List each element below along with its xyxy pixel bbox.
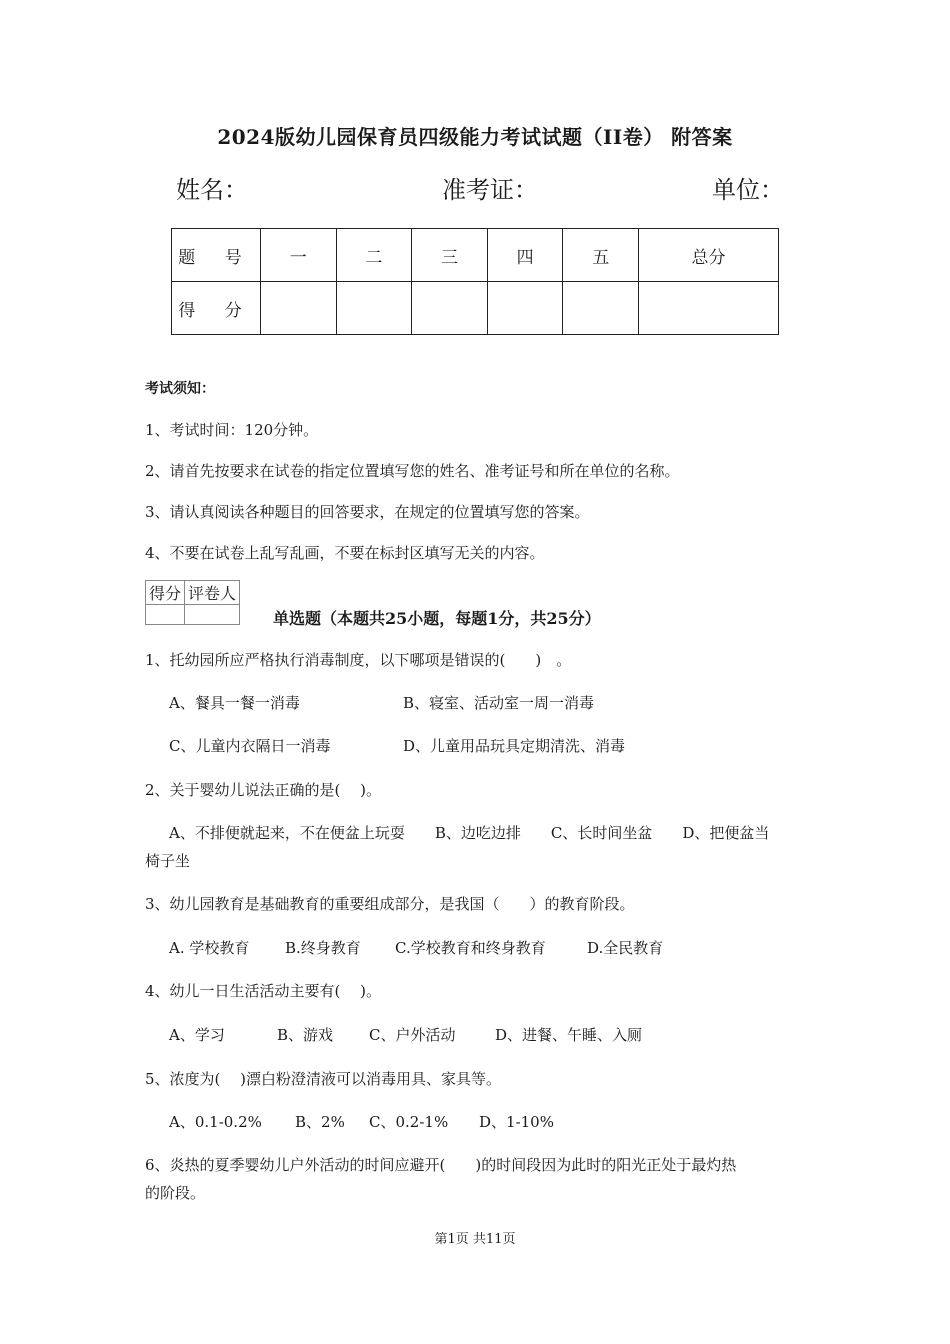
question-stem: 4、幼儿一日生活活动主要有( )。 [145,982,382,1000]
question-stem: 5、浓度为( )漂白粉澄清液可以消毒用具、家具等。 [145,1070,502,1088]
score-table [171,228,779,335]
grader-box [145,580,240,625]
question-option: B.终身教育 [285,939,361,957]
question-option: B、游戏 [277,1026,334,1044]
score-row-label: 得 分 [172,282,261,335]
question-option: D、进餐、午睡、入厕 [495,1026,643,1044]
score-table-header-row [172,229,779,282]
question-option: A. 学校教育 [169,939,250,957]
question-option: A、学习 [169,1026,225,1044]
question-option: D、儿童用品玩具定期清洗、消毒 [403,737,626,755]
question-stem-continued: 的阶段。 [145,1184,206,1202]
question-options-line: 椅子坐 [145,852,191,870]
score-table-cell: 四 [487,229,563,282]
score-table-cell: 总分 [639,229,779,282]
notes-heading: 考试须知： [145,381,215,397]
unit-label: 单位： [712,176,784,204]
score-table-cell: 二 [336,229,412,282]
question-option: D、1-10% [479,1113,554,1131]
exam-title: 2024版幼儿园保育员四级能力考试试题（II卷） 附答案 [217,125,733,149]
score-input-cell[interactable] [563,282,639,335]
candidate-info-row [0,170,950,204]
grader-reviewer-cell[interactable] [185,605,240,625]
grader-reviewer-label: 评卷人 [185,581,240,605]
question-option: A、餐具一餐一消毒 [169,694,300,712]
question-option: B、2% [295,1113,345,1131]
note-item: 1、考试时间：120分钟。 [145,421,319,439]
note-item: 2、请首先按要求在试卷的指定位置填写您的姓名、准考证号和所在单位的名称。 [145,462,680,480]
question-stem: 6、炎热的夏季婴幼儿户外活动的时间应避开( )的时间段因为此时的阳光正处于最灼热 [145,1156,737,1174]
score-input-cell[interactable] [261,282,337,335]
score-input-cell[interactable] [487,282,563,335]
score-table-cell: 三 [412,229,488,282]
grader-score-cell[interactable] [146,605,185,625]
question-stem: 1、托幼园所应严格执行消毒制度，以下哪项是错误的( ) 。 [145,651,572,669]
section-title: 单选题（本题共25小题，每题1分，共25分） [273,609,601,628]
question-option: D.全民教育 [587,939,664,957]
score-table-cell: 题 号 [172,229,261,282]
page-footer: 第1页 共11页 [434,1232,516,1247]
score-table-cell: 一 [261,229,337,282]
question-option: C、户外活动 [369,1026,456,1044]
score-input-cell[interactable] [336,282,412,335]
score-table-score-row [172,282,779,335]
question-option: C、儿童内衣隔日一消毒 [169,737,331,755]
question-option: B、寝室、活动室一周一消毒 [403,694,595,712]
question-stem: 2、关于婴幼儿说法正确的是( )。 [145,781,382,799]
note-item: 4、不要在试卷上乱写乱画，不要在标封区填写无关的内容。 [145,544,545,562]
score-input-cell[interactable] [639,282,779,335]
question-option: A、0.1-0.2% [169,1113,262,1131]
note-item: 3、请认真阅读各种题目的回答要求，在规定的位置填写您的答案。 [145,503,590,521]
question-option: C.学校教育和终身教育 [395,939,546,957]
question-option: C、0.2-1% [369,1113,449,1131]
name-label: 姓名： [176,176,248,204]
score-table-cell: 五 [563,229,639,282]
score-input-cell[interactable] [412,282,488,335]
question-options-line: A、不排便就起来，不在便盆上玩耍 B、边吃边排 C、长时间坐盆 D、把便盆当 [169,824,770,842]
grader-score-label: 得分 [146,581,185,605]
exam-number-label: 准考证： [442,176,538,204]
question-stem: 3、幼儿园教育是基础教育的重要组成部分，是我国（ ）的教育阶段。 [145,895,635,913]
